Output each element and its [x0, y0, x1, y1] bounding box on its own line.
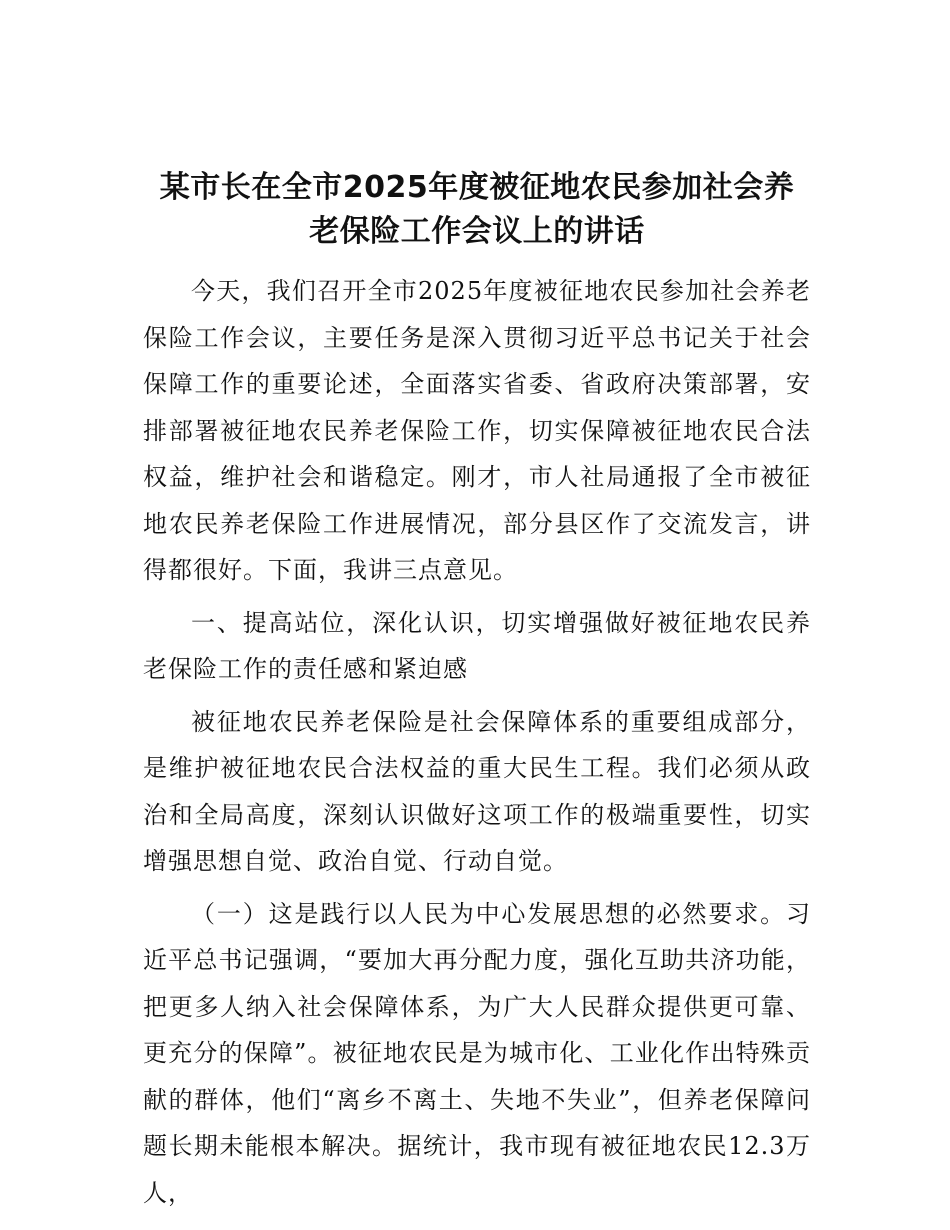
document-page	[143, 166, 811, 1222]
paragraph-section-1-body: 被征地农民养老保险是社会保障体系的重要组成部分，是维护被征地农民合法权益的重大民生工程。我们必须从政治和全局高度，深刻认识做好这项工作的极端重要性，切实增强思想自觉、政治自觉、行动自觉。	[143, 707, 811, 875]
paragraph-intro: 今天，我们召开全市2025年度被征地农民参加社会养老保险工作会议，主要任务是深入贯彻习近平总书记关于社会保障工作的重要论述，全面落实省委、省政府决策部署，安排部署被征地农民养老保险工作，切实保障被征地农民合法权益，维护社会和谐稳定。刚才，市人社局通报了全市被征地农民养老保险工作进展情况，部分县区作了交流发言，讲得都很好。下面，我讲三点意见。	[143, 277, 811, 584]
paragraph-subsection-1: （一）这是践行以人民为中心发展思想的必然要求。习近平总书记强调，“要加大再分配力度，强化互助共济功能，把更多人纳入社会保障体系，为广大人民群众提供更可靠、更充分的保障”。被征地农民是为城市化、工业化作出特殊贡献的群体，他们“离乡不离土、失地不失业”，但养老保障问题长期未能根本解决。据统计，我市现有被征地农民12.3万人，	[143, 899, 811, 1207]
section-heading-1: 一、提高站位，深化认识，切实增强做好被征地农民养老保险工作的责任感和紧迫感	[143, 608, 811, 683]
document-title	[143, 166, 811, 254]
title-line-1: 某市长在全市2025年度被征地农民参加社会养	[159, 170, 795, 205]
title-line-2: 老保险工作会议上的讲话	[309, 214, 645, 249]
